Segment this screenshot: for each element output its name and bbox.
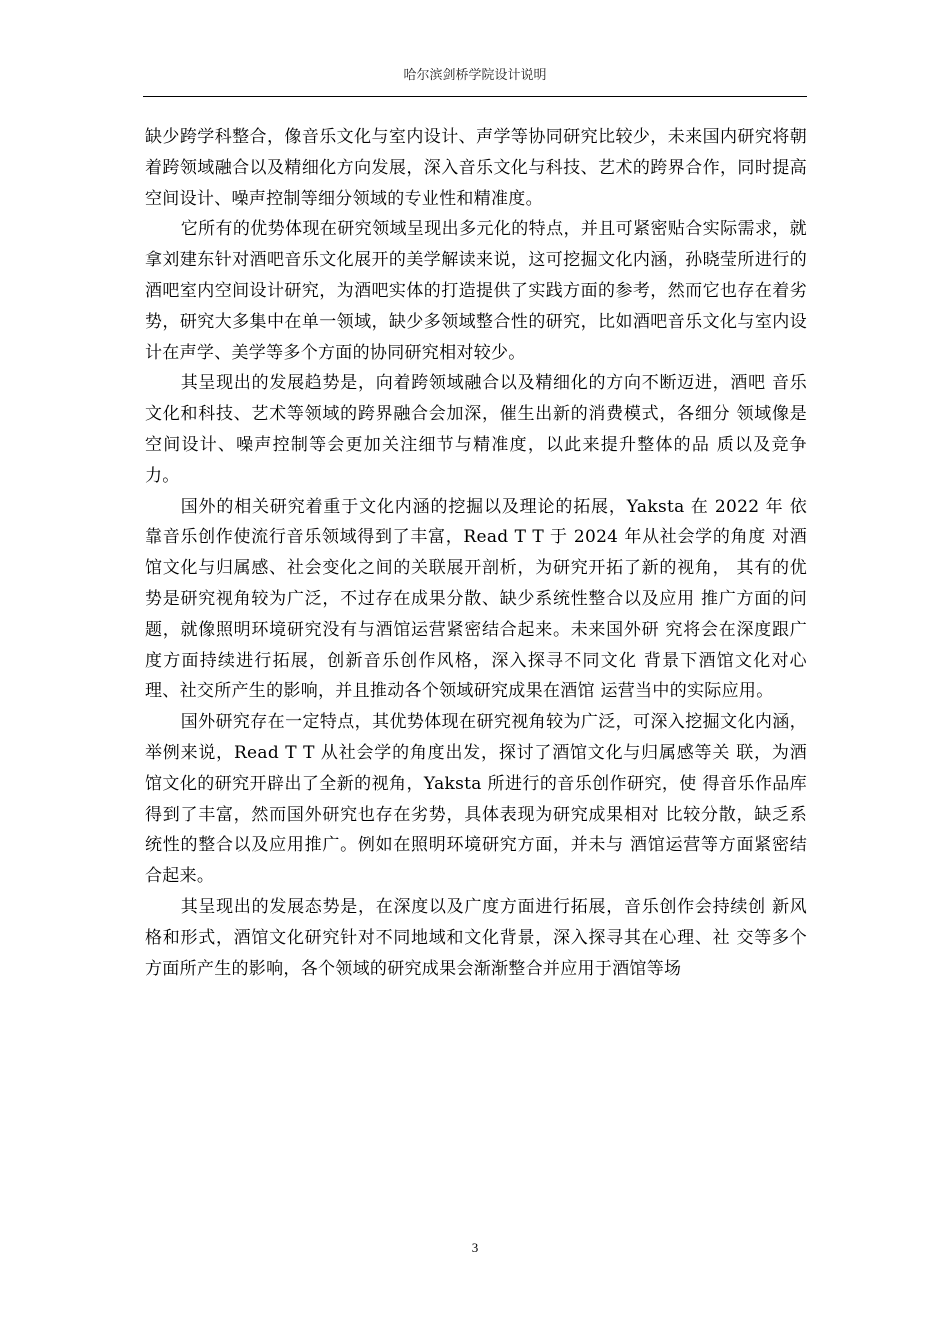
paragraph-domestic-strengths: 它所有的优势体现在研究领域呈现出多元化的特点，并且可紧密贴合实际需求，就拿刘建东针对酒吧音乐文化展开的美学解读来说，这可挖掘文化内涵，孙晓莹所进行的酒吧室内空间设计研究，为酒吧实体的打造提供了实践方面的参考，然而它也存在着劣势，研究大多集中在单一领域，缺少多领域整合性的研究，比如酒吧音乐文化与室内设计在声学、美学等多个方面的协同研究相对较少。 [145,219,807,363]
paragraph-domestic-trends: 其呈现出的发展趋势是，向着跨领域融合以及精细化的方向不断迈进，酒吧 音乐文化和科技、艺术等领域的跨界融合会加深，催生出新的消费模式，各细分 领域像是空间设计、噪声控制等会更加关注细节与精准度，以此来提升整体的品 质以及竞争力。 [145,373,807,486]
page-number: 3 [471,1240,479,1255]
page-header-title: 哈尔滨剑桥学院设计说明 [403,68,547,83]
header-divider [143,96,807,97]
paragraph-foreign-strengths: 国外研究存在一定特点，其优势体现在研究视角较为广泛，可深入挖掘文化内涵，举例来说，Read T T 从社会学的角度出发，探讨了酒馆文化与归属感等关 联，为酒馆文化的研究开辟出了全新的视角，Yaksta 所进行的音乐创作研究，使 得音乐作品库得到了丰富，然而国外研究也存在劣势，具体表现为研究成果相对 比较分散，缺乏系统性的整合以及应用推广。例如在照明环境研究方面，并未与 酒馆运营等方面紧密结合起来。 [145,712,807,887]
document-body [145,122,807,984]
paragraph-foreign-research: 国外的相关研究着重于文化内涵的挖掘以及理论的拓展，Yaksta 在 2022 年 依靠音乐创作使流行音乐领域得到了丰富，Read T T 于 2024 年从社会学的角度 对酒馆文化与归属感、社会变化之间的关联展开剖析，为研究开拓了新的视角， 其有的优势是研究视角较为广泛，不过存在成果分散、缺少系统性整合以及应用 推广方面的问题，就像照明环境研究没有与酒馆运营紧密结合起来。未来国外研 究将会在深度跟广度方面持续进行拓展，创新音乐创作风格，深入探寻不同文化 背景下酒馆文化对心理、社交所产生的影响，并且推动各个领域研究成果在酒馆 运营当中的实际应用。 [145,496,807,702]
paragraph-foreign-trends: 其呈现出的发展态势是，在深度以及广度方面进行拓展，音乐创作会持续创 新风格和形式，酒馆文化研究针对不同地域和文化背景，深入探寻其在心理、社 交等多个方面所产生的影响，各个领域的研究成果会渐渐整合并应用于酒馆等场 [145,896,807,979]
paragraph-continuation: 缺少跨学科整合，像音乐文化与室内设计、声学等协同研究比较少，未来国内研究将朝着跨领域融合以及精细化方向发展，深入音乐文化与科技、艺术的跨界合作，同时提高空间设计、噪声控制等细分领域的专业性和精准度。 [145,127,807,209]
